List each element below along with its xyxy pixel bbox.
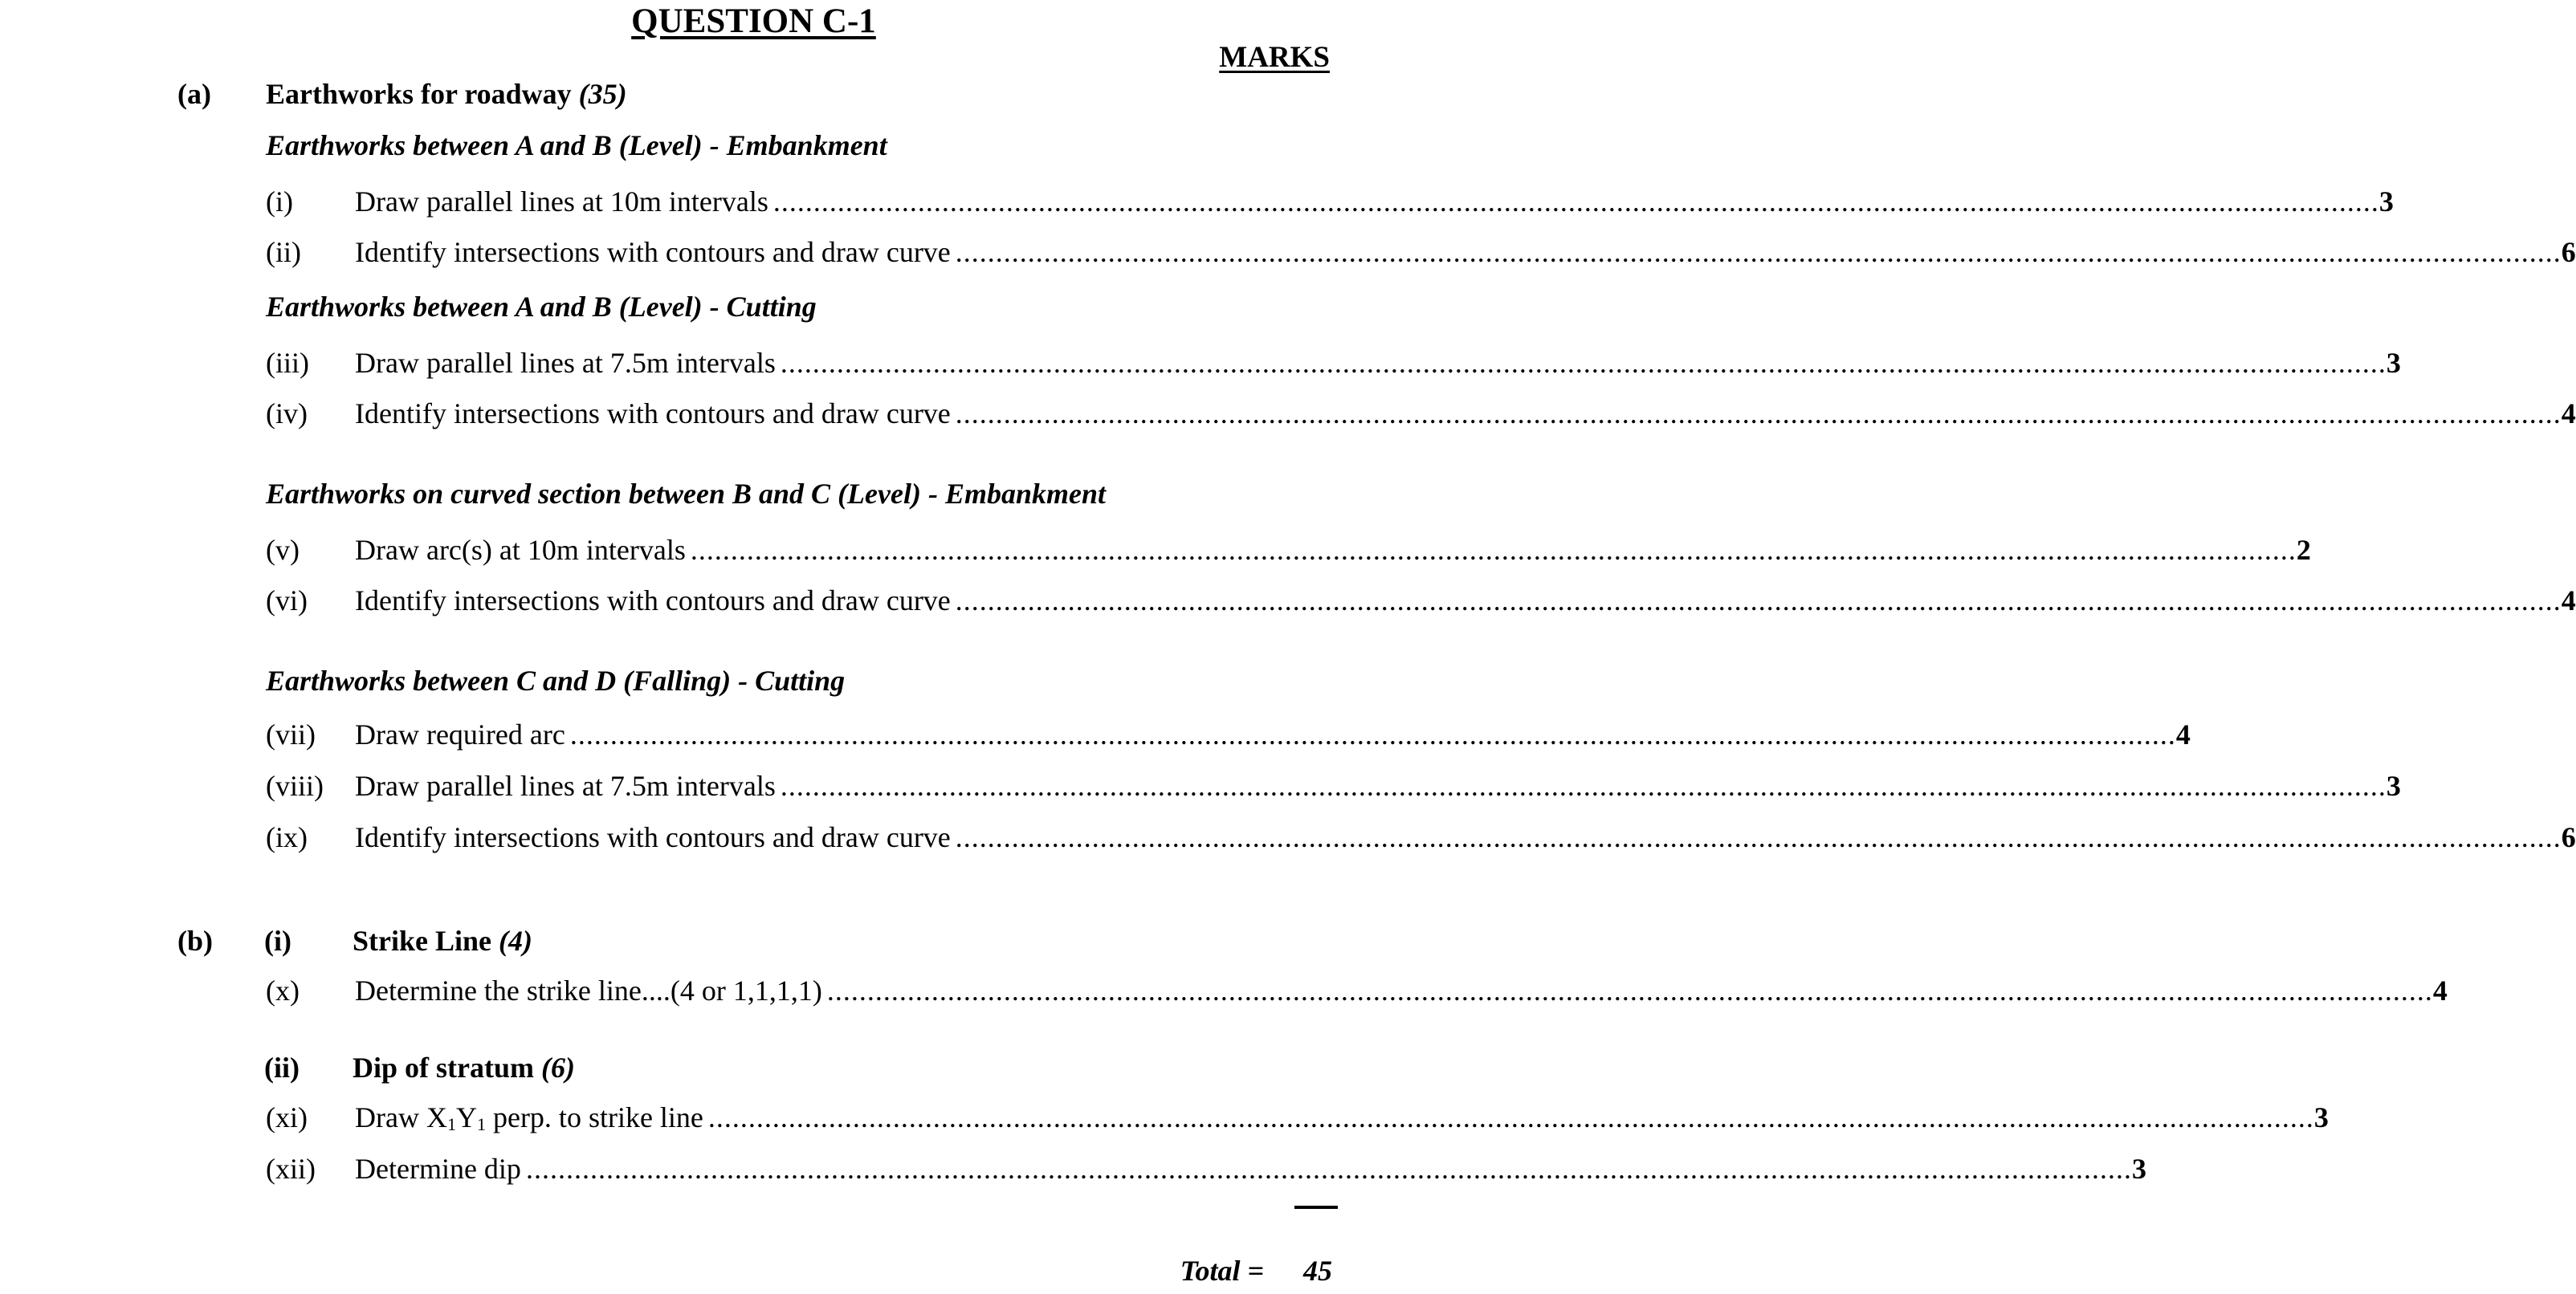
dot-leader: ........................................................................................................................................................................................................ bbox=[955, 397, 2562, 429]
mark-item bbox=[266, 584, 2576, 622]
dot-leader: ........................................................................................................................................................................................................ bbox=[955, 821, 2562, 853]
item-number: (viii) bbox=[266, 770, 324, 802]
mark-item bbox=[266, 1152, 2146, 1190]
mark-item bbox=[266, 769, 2401, 808]
item-text: Identify intersections with contours and draw curve bbox=[355, 584, 951, 616]
subpart-roman: (ii) bbox=[264, 1052, 300, 1084]
section-heading: Earthworks between A and B (Level) - Embankment bbox=[266, 129, 887, 161]
mark-item bbox=[266, 235, 2576, 274]
mark-item bbox=[266, 346, 2401, 385]
part-a-title bbox=[266, 77, 627, 111]
item-text: Draw parallel lines at 7.5m intervals bbox=[355, 770, 776, 802]
item-text: Identify intersections with contours and draw curve bbox=[355, 236, 951, 268]
mark-item bbox=[266, 1101, 2329, 1139]
item-mark: 4 bbox=[2561, 584, 2576, 616]
item-mark: 4 bbox=[2175, 718, 2191, 751]
subpart-title-text: Strike Line bbox=[353, 925, 492, 957]
item-text: Draw parallel lines at 10m intervals bbox=[355, 185, 768, 218]
total-label: Total = bbox=[1180, 1255, 1264, 1287]
item-number: (v) bbox=[266, 534, 300, 566]
item-number: (i) bbox=[266, 185, 293, 218]
dot-leader: ........................................................................................................................................................................................................ bbox=[707, 1101, 2314, 1133]
item-text: Determine dip bbox=[355, 1153, 521, 1185]
section-heading: Earthworks between A and B (Level) - Cutting bbox=[266, 291, 817, 323]
mark-item bbox=[266, 533, 2311, 572]
total-value: 45 bbox=[1303, 1255, 1332, 1287]
mark-item bbox=[266, 718, 2191, 756]
item-mark: 3 bbox=[2378, 185, 2394, 218]
item-text-part: Y bbox=[455, 1101, 477, 1133]
item-text bbox=[355, 1101, 708, 1135]
item-number: (xii) bbox=[266, 1153, 316, 1185]
part-a-label: (a) bbox=[177, 78, 211, 110]
subpart-title bbox=[353, 924, 532, 958]
marks-column-heading: MARKS bbox=[1219, 41, 1330, 74]
item-text: Determine the strike line....(4 or 1,1,1,1) bbox=[355, 975, 822, 1007]
dot-leader: ........................................................................................................................................................................................................ bbox=[955, 236, 2562, 268]
dot-leader: ........................................................................................................................................................................................................ bbox=[780, 347, 2386, 379]
item-mark: 3 bbox=[2386, 770, 2401, 802]
part-b-label: (b) bbox=[177, 925, 213, 957]
item-text: Draw arc(s) at 10m intervals bbox=[355, 534, 686, 566]
item-number: (iii) bbox=[266, 347, 309, 379]
dot-leader: ........................................................................................................................................................................................................ bbox=[525, 1153, 2132, 1185]
part-a-title-marks: (35) bbox=[578, 78, 627, 110]
subpart-title-marks: (6) bbox=[540, 1052, 575, 1084]
item-mark: 3 bbox=[2131, 1153, 2146, 1185]
item-number: (ii) bbox=[266, 236, 301, 268]
item-number: (vii) bbox=[266, 718, 316, 751]
item-text-part: perp. to strike line bbox=[485, 1101, 703, 1133]
subpart-title-text: Dip of stratum bbox=[353, 1052, 534, 1084]
item-text-part: Draw X bbox=[355, 1101, 447, 1133]
subscript: 1 bbox=[476, 1114, 486, 1134]
item-text: Draw required arc bbox=[355, 718, 565, 751]
dot-leader: ........................................................................................................................................................................................................ bbox=[772, 185, 2379, 218]
section-heading: Earthworks on curved section between B and C (Level) - Embankment bbox=[266, 478, 1107, 510]
item-number: (xi) bbox=[266, 1101, 308, 1133]
item-mark: 6 bbox=[2561, 236, 2576, 268]
total-rule bbox=[1294, 1206, 1338, 1209]
dot-leader: ........................................................................................................................................................................................................ bbox=[826, 975, 2433, 1007]
item-number: (iv) bbox=[266, 397, 308, 429]
dot-leader: ........................................................................................................................................................................................................ bbox=[780, 770, 2386, 802]
mark-item bbox=[266, 974, 2448, 1012]
subscript: 1 bbox=[446, 1114, 456, 1134]
part-a-title-text: Earthworks for roadway bbox=[266, 78, 572, 110]
item-mark: 2 bbox=[2296, 534, 2311, 566]
item-mark: 6 bbox=[2561, 821, 2576, 853]
item-text: Identify intersections with contours and draw curve bbox=[355, 821, 951, 853]
mark-item bbox=[266, 820, 2576, 859]
section-heading: Earthworks between C and D (Falling) - Cutting bbox=[266, 665, 846, 697]
subpart-roman: (i) bbox=[264, 925, 291, 957]
mark-item bbox=[266, 397, 2576, 435]
page-title: QUESTION C-1 bbox=[631, 2, 876, 40]
subpart-title bbox=[353, 1051, 575, 1084]
dot-leader: ........................................................................................................................................................................................................ bbox=[955, 584, 2562, 616]
item-number: (vi) bbox=[266, 584, 308, 616]
dot-leader: ........................................................................................................................................................................................................ bbox=[569, 718, 2176, 751]
subpart-title-marks: (4) bbox=[499, 925, 532, 957]
item-text: Draw parallel lines at 7.5m intervals bbox=[355, 347, 776, 379]
item-mark: 3 bbox=[2313, 1101, 2329, 1133]
item-mark: 3 bbox=[2386, 347, 2401, 379]
item-number: (ix) bbox=[266, 821, 308, 853]
mark-item bbox=[266, 185, 2394, 223]
item-mark: 4 bbox=[2432, 975, 2448, 1007]
item-mark: 4 bbox=[2561, 397, 2576, 429]
dot-leader: ........................................................................................................................................................................................................ bbox=[690, 534, 2297, 566]
item-number: (x) bbox=[266, 975, 300, 1007]
item-text: Identify intersections with contours and draw curve bbox=[355, 397, 951, 429]
